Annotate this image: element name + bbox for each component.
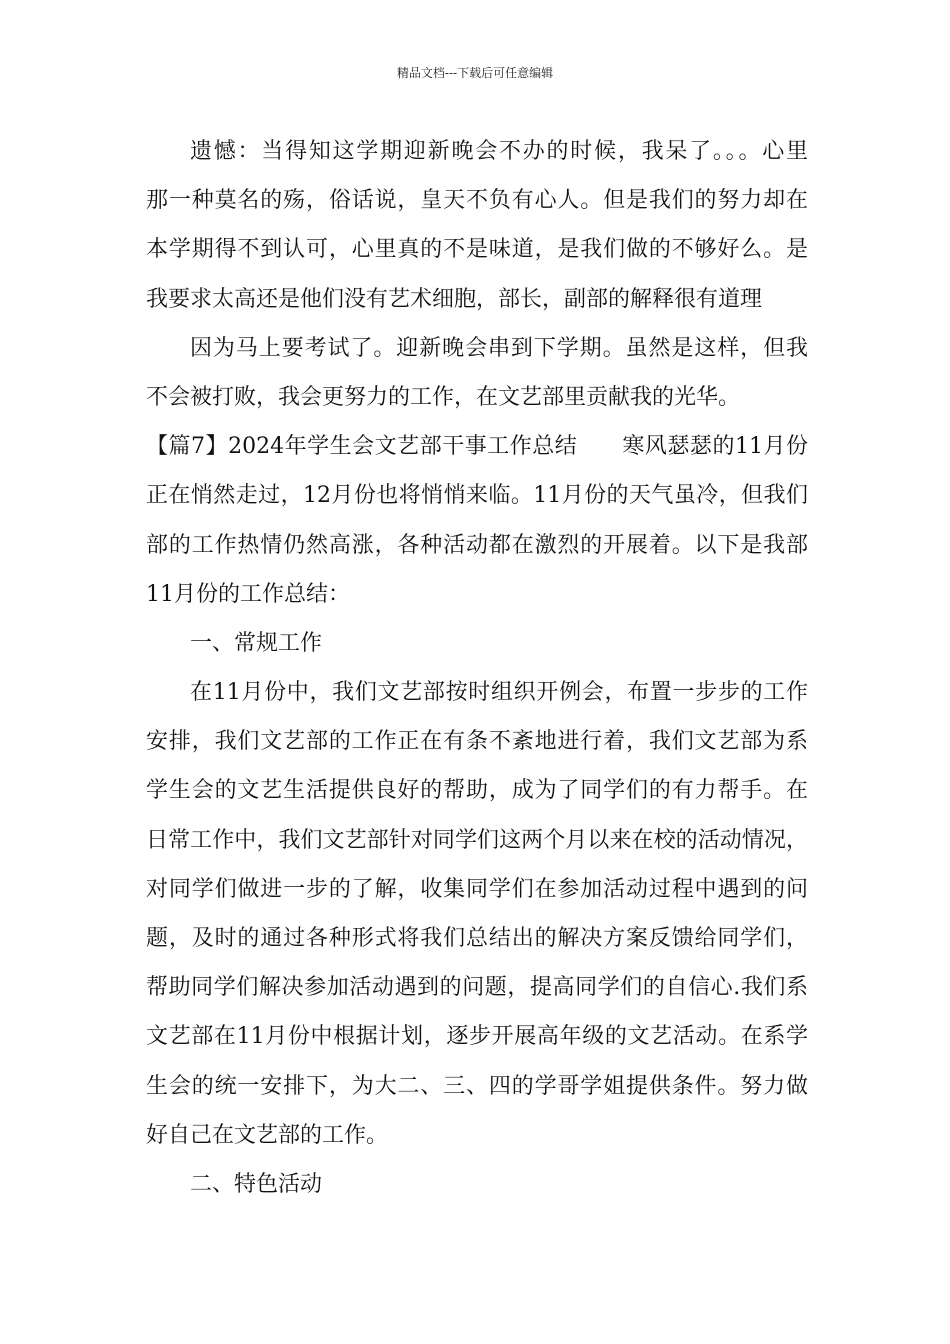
text-line: 我要求太高还是他们没有艺术细胞，部长，副部的解释很有道理 [146,286,763,312]
text-line: 遗憾：当得知这学期迎新晚会不办的时候，我呆了。。。心里 [190,139,808,164]
text-line: 生会的统一安排下，为大二、三、四的学哥学姐提供条件。努力做 [146,1073,808,1099]
text-line: 因为马上要考试了。迎新晚会串到下学期。虽然是这样，但我 [190,335,808,361]
text-line: 【篇7】2024年学生会文艺部干事工作总结 寒风瑟瑟的11月份 [146,434,808,460]
text-line: 本学期得不到认可，心里真的不是味道，是我们做的不够好么。是 [146,237,808,263]
section-heading: 一、常规工作 [190,630,323,656]
section-heading: 二、特色活动 [190,1171,323,1197]
page-header: 精品文档---下载后可任意编辑 [396,66,554,80]
document-body [146,127,808,1209]
text-line: 正在悄然走过，12月份也将悄悄来临。11月份的天气虽冷，但我们 [146,483,808,509]
text-line: 部的工作热情仍然高涨，各种活动都在激烈的开展着。以下是我部 [146,532,808,558]
text-line: 题，及时的通过各种形式将我们总结出的解决方案反馈给同学们， [146,926,808,951]
text-line: 那一种莫名的殇，俗话说，皇天不负有心人。但是我们的努力却在 [146,188,808,214]
text-line: 好自己在文艺部的工作。 [146,1122,389,1148]
text-line: 安排，我们文艺部的工作正在有条不紊地进行着，我们文艺部为系 [146,729,808,755]
text-line: 学生会的文艺生活提供良好的帮助，成为了同学们的有力帮手。在 [146,778,808,804]
text-line: 文艺部在11月份中根据计划，逐步开展高年级的文艺活动。在系学 [146,1024,808,1050]
text-line: 不会被打败，我会更努力的工作，在文艺部里贡献我的光华。 [146,384,741,410]
text-line: 日常工作中，我们文艺部针对同学们这两个月以来在校的活动情况， [146,827,808,853]
text-line: 帮助同学们解决参加活动遇到的问题，提高同学们的自信心.我们系 [146,975,808,1001]
text-line: 对同学们做进一步的了解，收集同学们在参加活动过程中遇到的问 [146,876,808,902]
text-line: 在11月份中，我们文艺部按时组织开例会，布置一步步的工作 [190,680,808,706]
text-line: 11月份的工作总结： [146,581,350,607]
